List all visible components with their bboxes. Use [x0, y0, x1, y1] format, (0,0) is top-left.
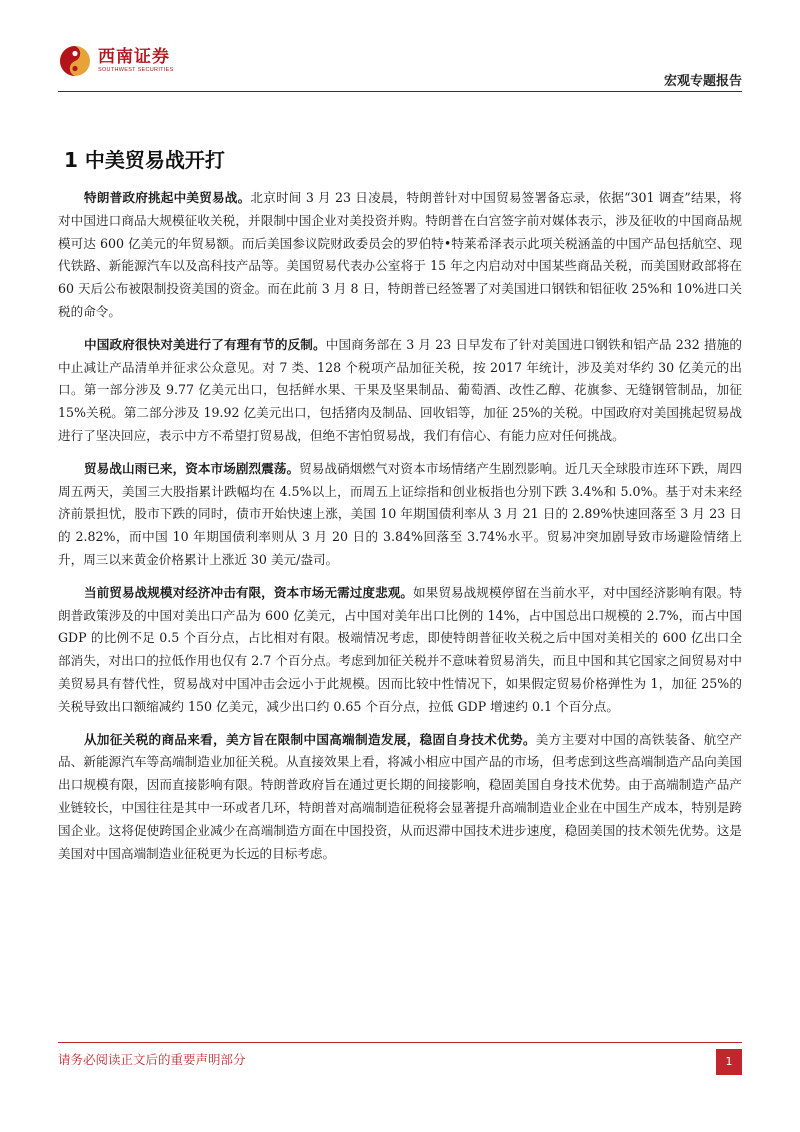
paragraph-body: 贸易战硝烟燃气对资本市场情绪产生剧烈影响。近几天全球股市连环下跌，周四周五两天，美国三大股指累计跌幅均在 4.5%以上，而周五上证综指和创业板指也分别下跌 3.4%和 5.0%。基于对未来经济前景担忧，股市下跌的同时，债市开始快速上涨，美国 10 年期国债利率从 3 月 21 日的 2.89%快速回落至 3 月 23 日的 2.82%，而中国 10 年期国债利率则从 3 月 20 日的 3.84%回落至 3.74%水平。贸易冲突加剧导致市场避险情绪上升，周三以来黄金价格累计上涨近 30 美元/盎司。 — [58, 460, 743, 567]
paragraph — [58, 729, 742, 866]
paragraph-lead: 贸易战山雨已来，资本市场剧烈震荡。 — [84, 460, 300, 476]
page-number: 1 — [716, 1049, 742, 1075]
header-divider — [58, 91, 742, 92]
paragraph-lead: 特朗普政府挑起中美贸易战。 — [84, 190, 251, 205]
page-header — [0, 0, 800, 100]
paragraph — [58, 187, 742, 324]
paragraph-body: 北京时间 3 月 23 日凌晨，特朗普针对中国贸易签署备忘录，依据“301 调查”结果，将对中国进口商品大规模征收关税，并限制中国企业对美投资并购。特朗普在白宫签字前对媒体表示，涉及征收的中国商品规模可达 600 亿美元的年贸易额。而后美国参议院财政委员会的罗伯特•特莱希泽表示此项关税涵盖的中国产品包括航空、现代铁路、新能源汽车以及高科技产品等。美国贸易代表办公室将于 15 年之内启动对中国某些商品关税，而美国财政部将在 60 天后公布被限制投资美国的资金。而在此前 3 月 8 日，特朗普已经签署了对美国进口钢铁和铝征收 25%和 10%进口关税的命令。 — [58, 190, 743, 319]
paragraph — [58, 458, 742, 572]
report-type-label: 宏观专题报告 — [663, 74, 742, 89]
company-logo — [58, 44, 174, 78]
main-content — [58, 144, 742, 875]
paragraph-body: 中国商务部在 3 月 23 日早发布了针对美国进口钢铁和铝产品 232 措施的中止减让产品清单并征求公众意见。对 7 类、128 个税项产品加征关税，按 2017 年统计，涉及美对华约 30 亿美元的出口。第一部分涉及 9.77 亿美元出口，包括鲜水果、干果及坚果制品、葡萄酒、改性乙醇、花旗参、无缝钢管制品，加征 15%关税。第二部分涉及 19.92 亿美元出口，包括猪肉及制品、回收铝等，加征 25%的关税。中国政府对美国挑起贸易战进行了坚决回应，表示中方不希望打贸易战，但绝不害怕贸易战，我们有信心、有能力应对任何挑战。 — [58, 336, 742, 443]
logo-name-en: SOUTHWEST SECURITIES — [98, 67, 174, 73]
section-title: 1 中美贸易战开打 — [64, 148, 225, 172]
logo-name-cn: 西南证券 — [98, 47, 170, 67]
paragraph-body: 美方主要对中国的高铁装备、航空产品、新能源汽车等高端制造业加征关税。从直接效果上看，将减小相应中国产品的市场，但考虑到这些高端制造产品向美国出口规模有限，因而直接影响有限。特朗普政府旨在通过更长期的间接影响，稳固美国自身技术优势。由于高端制造产品产业链较长，中国往往是其中一环或者几环，特朗普对高端制造征税将会显著提升高端制造业企业在中国生产成本，特别是跨国企业。这将促使跨国企业减少在高端制造方面在中国投资，从而迟滞中国技术进步速度，稳固美国的技术领先优势。这是美国对中国高端制造业征税更为长远的目标考虑。 — [58, 731, 743, 861]
paragraph-lead: 从加征关税的商品来看，美方旨在限制中国高端制造发展，稳固自身技术优势。 — [84, 731, 536, 747]
paragraph-lead: 中国政府很快对美进行了有理有节的反制。 — [84, 336, 326, 352]
footer-disclaimer: 请务必阅读正文后的重要声明部分 — [58, 1052, 246, 1067]
logo-emblem-icon — [58, 44, 92, 78]
paragraph-body: 如果贸易战规模停留在当前水平，对中国经济影响有限。特朗普政策涉及的中国对美出口产品为 600 亿美元，占中国对美年出口比例的 14%，占中国总出口规模的 2.7%，而占中国 GDP 的比例不足 0.5 个百分点，占比相对有限。极端情况考虑，即使特朗普征收关税之后中国对美相关的 600 亿出口全部消失，对出口的拉低作用也仅有 2.7 个百分点。考虑到加征关税并不意味着贸易消失，而且中国和其它国家之间贸易对中美贸易具有替代性，贸易战对中国冲击会远小于此规模。因而比较中性情况下，如果假定贸易价格弹性为 1，加征 25%的关税导致出口额缩减约 150 亿美元，减少出口约 0.65 个百分点，拉低 GDP 增速约 0.1 个百分点。 — [58, 584, 743, 714]
paragraph-lead: 当前贸易战规模对经济冲击有限，资本市场无需过度悲观。 — [84, 584, 414, 600]
paragraph — [58, 582, 742, 719]
paragraph — [58, 334, 742, 448]
footer-divider — [58, 1042, 742, 1043]
